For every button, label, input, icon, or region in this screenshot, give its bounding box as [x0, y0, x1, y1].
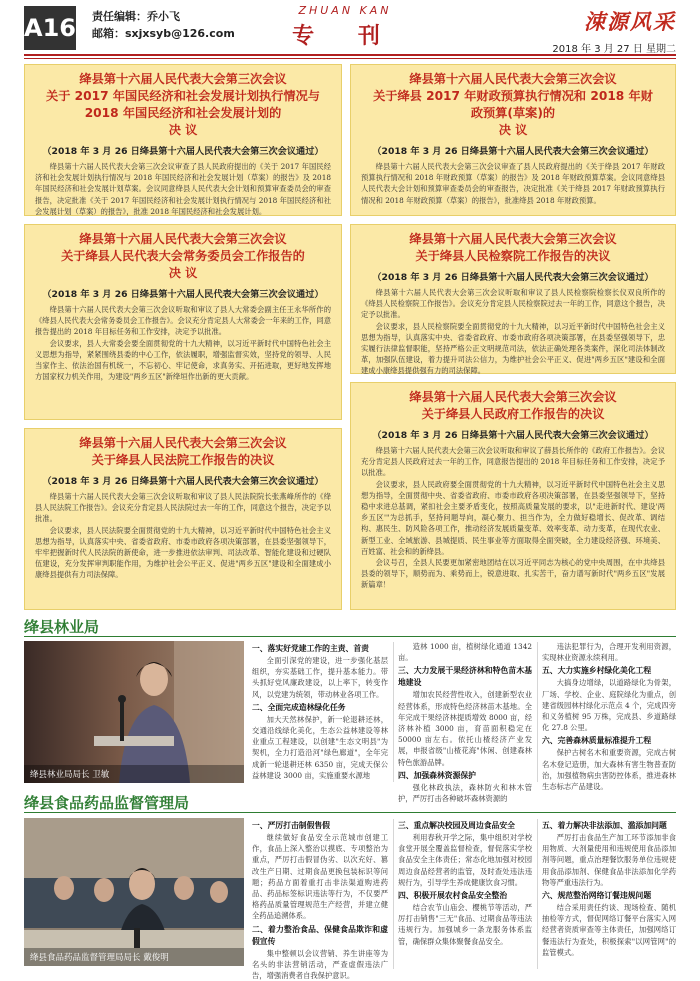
item-heading: 二、全面完成造林绿化任务	[252, 702, 346, 712]
title-line: 关于 2017 年国民经济和社会发展计划执行情况与	[46, 89, 320, 103]
title-line: 绛县第十六届人民代表大会第三次会议	[409, 232, 617, 246]
food-drug-col-1	[252, 818, 388, 981]
resolution-body: 绛县第十六届人民代表大会第三次会议听取和审议了县人民检察院检察长仪双良所作的《绛县人民检察院工作报告》。会议充分肯定县人民检察院过去一年的工作，同意这个报告，决定予以批准。	[361, 288, 665, 320]
resolution-budget	[350, 64, 676, 216]
forestry-col-2	[398, 641, 532, 804]
forestry-director-photo	[24, 641, 244, 783]
title-line: 关于绛县人民政府工作报告的决议	[421, 407, 605, 421]
item-paragraph: 结合农节山庙会、樱桃节等活动，严厉打击销售"三无"食品、过期食品等违法违规行为。加强城乡一条龙服务体系监管，确保群众集体聚餐食品安全。	[398, 903, 532, 946]
item-heading: 三、重点解决校园及周边食品安全	[398, 821, 515, 830]
masthead	[0, 0, 700, 64]
title-line: 关于绛县人民代表大会常务委员会工作报告的	[61, 249, 305, 263]
item-heading: 四、加强森林资源保护	[398, 770, 476, 780]
column-divider	[537, 642, 538, 782]
item-paragraph: 严厉打击食品生产加工环节添加非食用物质、大剂量使用和违规使用食品添加剂等问题，重点治理餐饮服务单位违规使用食品添加剂、保健食品非法添加化学药物等严重违法行为。	[542, 833, 676, 887]
issue-date: 2018 年 3 月 27 日 星期二	[552, 44, 676, 55]
column-divider	[393, 819, 394, 969]
item-paragraph: 强化林政执法，森林防火和林木管护，严厉打击各种破坏森林资源的	[398, 782, 532, 804]
title-line: 绛县第十六届人民代表大会第三次会议	[79, 436, 287, 450]
forestry-section-rule	[24, 636, 676, 637]
resolution-body: 会议要求，县人民政府要全面贯彻党的十九大精神，以习近平新时代中国特色社会主义思想为指导，全面贯彻中央、省委省政府、市委市政府各项决策部署，在县委坚强领导下，坚持稳中求进总基调，紧扣社会主要矛盾变化，按照高质量发展的要求，以"走进新时代、建设'两乡五区'"为总抓手，坚持问题导向，凝心聚力、担当作为，全力做好稳增长、促改革、调结构、惠民生、防风险各项工作，推动经济发展质量变革、效率变革、动力变革，在现代农业、新型工业、全域旅游、县城提质、民生事业等方面取得全面突破，全力建设经济强、环境美、百姓富、社会和的新绛县。	[361, 479, 665, 556]
resolution-body: 会议要求，县人民检察院要全面贯彻党的十九大精神，以习近平新时代中国特色社会主义思想为指导，认真落实中央、省委省政府、市委市政府各项决策部署，在县委坚强领导下，忠实履行法律监督职能，坚持严格公正文明规范司法，依法正确处理各类案件，深化司法体制改革，加强队伍建设，着力提升司法公信力，为维护社会公平正义、促进"两乡五区"建设和全面建成小康绛县提供强有力的司法保障。	[361, 321, 665, 376]
resolution-body: 会议号召，全县人民要更加紧密地团结在以习近平同志为核心的党中央周围，在中共绛县县委的领导下，顺势而为、乘势而上，锐意进取、扎实苦干，奋力谱写新时代"两乡五区"发展新篇章！	[361, 558, 665, 590]
resolution-body: 绛县第十六届人民代表大会第三次会议听取和审议了薛县长所作的《政府工作报告》。会议充分肯定县人民政府过去一年的工作，同意报告提出的 2018 年目标任务和工作安排，决定予以批准。	[361, 446, 665, 478]
food-drug-director-photo	[24, 818, 244, 966]
item-heading: 二、着力整治食品、保健食品欺诈和虚假宣传	[252, 924, 388, 946]
resolution-body: 绛县第十六届人民代表大会第三次会议听取和审议了县人大常委会副主任王永华所作的《绛县人民代表大会常务委员会工作报告》。会议充分肯定县人大常委会一年来的工作，同意报告提出的 2018 年目标任务和工作安排，决定予以批准。	[35, 305, 331, 337]
resolution-court	[24, 428, 342, 610]
resolution-body: 绛县第十六届人民代表大会第三次会议听取和审议了县人民法院院长张燕峰所作的《绛县人民法院工作报告》。会议充分肯定县人民法院过去一年的工作，同意这个报告，决定予以批准。	[35, 492, 331, 524]
section-pinyin: ZHUAN KAN	[298, 4, 392, 17]
item-paragraph: 结合采用责任约谈、现场检查、随机抽检等方式，督促网络订餐平台落实入网经营者资质审查等主体责任，加强网络订餐违法行为查处，积极探索"以网管网"的监管模式。	[542, 903, 676, 957]
portrait-image	[24, 641, 244, 783]
item-heading: 六、规范整治网络订餐违规问题	[542, 891, 652, 901]
resolution-subtitle: （2018 年 3 月 26 日绛县第十六届人民代表大会第三次会议通过）	[372, 430, 654, 441]
item-paragraph: 大搞身边增绿，以道路绿化为骨架，厂场、学校、企业、庭院绿化为重点，创建省级园林村绿化示范点 4 个，完成四旁和义务植树 95 万株，完成县、乡道路绿化 27.8 公里。	[542, 678, 676, 733]
section-title: 专 刊	[292, 23, 398, 49]
item-heading: 一、严厉打击制假售假	[252, 821, 330, 830]
item-paragraph: 违法犯罪行为，合理开发利用资源，实现林业资源永续利用。	[542, 642, 676, 663]
item-paragraph: 加大天然林保护，新一轮退耕还林，交通沿线绿化美化，生态公益林建设等林业重点工程建设，以创建"生态文明县"为契机，全力打造沿河"绿色廊道"，全年完成新一轮退耕还林 6350 亩，完成天保公益林建设 3000 亩，实施重要水源地	[252, 714, 388, 780]
resolution-body: 绛县第十六届人民代表大会第三次会议审查了县人民政府提出的《关于绛县 2017 年财政预算执行情况和 2018 年财政预算（草案）的报告》及 2018 年财政预算草案。会议同意绛县人民代表大会计划和预算审查委员会的审查报告，决定批准《关于绛县 2017 年财政预算执行情况和 2018 年财政预算（草案）的报告》，批准绛县 2018 年财政预算。	[361, 162, 665, 205]
title-line: 决 议	[498, 123, 528, 137]
item-paragraph: 全面引深党的建设，进一步强化基层组织，夯实基础工作，提升基本能力。带头抓好党风廉政建设，以上率下，转变作风，以党建为统领，带动林业各项工作。	[252, 656, 388, 699]
item-paragraph: 集中整顿以会议营销、养生讲座等为名头的非法营销活动，严查虚假违法广告，增强消费者自我保护意识。	[252, 948, 388, 981]
resolution-title	[35, 231, 331, 282]
resolution-subtitle: （2018 年 3 月 26 日绛县第十六届人民代表大会第三次会议通过）	[372, 272, 654, 283]
item-paragraph: 继续做好食品安全示范城市创建工作，食品上深入整治以摸底、专项整治为重点，严厉打击假冒伪劣、以次充好、篡改生产日期、过期食品更换包装标识等问题；药品方面着重打击非法渠道购进药品、药品标签标识违法等行为，不仅要严格药品质量管理规范生产经营，并建立健全药品追溯体系。	[252, 833, 388, 921]
title-line: 绛县第十六届人民代表大会第三次会议	[409, 390, 617, 404]
item-heading: 三、大力发展干果经济林和特色苗木基地建设	[398, 666, 532, 688]
resolution-body: 会议要求，县人大常委会要全面贯彻党的十九大精神，以习近平新时代中国特色社会主义思想为指导，紧紧围绕县委的中心工作，依法履职，增强监督实效，坚持党的领导、人民当家作主、依法治国有机统一，不忘初心、牢记使命，求真务实、开拓进取，更好地发挥地方国家权力机关作用，为建设"两乡五区"新绛垣作出新的更大贡献。	[35, 338, 331, 382]
resolution-subtitle: （2018 年 3 月 26 日绛县第十六届人民代表大会第三次会议通过）	[42, 289, 324, 300]
forestry-photo-caption: 绛县林业局局长 卫敏	[24, 765, 244, 783]
item-paragraph: 增加农民经营性收入，创建新型农业经营体系，形成特色经济林苗木基地。全年完成干果经济林提质增效 8000 亩，经济林补植 3000 亩，育苗面积稳定在 50000 亩左右。依托山楂经济产业发展，申报省级"山楂花海"休闲、创建森林特色旅游品牌。	[398, 690, 532, 767]
item-paragraph: 造林 1000 亩，植树绿化通道 1342 亩。	[398, 642, 532, 663]
masthead-rule-thin	[24, 58, 676, 59]
food-drug-photo-caption: 绛县食品药品监督管理局局长 戴俊明	[24, 948, 244, 966]
resolution-subtitle: （2018 年 3 月 26 日绛县第十六届人民代表大会第三次会议通过）	[372, 146, 654, 157]
title-line: 决 议	[168, 123, 198, 137]
column-brand: 涑源风采	[584, 9, 676, 34]
item-heading: 四、积极开展农村食品安全整治	[398, 891, 508, 901]
forestry-section-title: 绛县林业局	[24, 618, 100, 636]
editor-info	[92, 8, 235, 42]
email-line: 邮箱：sxjxsyb@126.com	[92, 27, 235, 40]
column-divider	[393, 642, 394, 782]
item-paragraph: 利用春秋开学之际，集中组织对学校食堂开展全覆盖监督检查，督促落实学校食品安全主体责任；常态化地加强对校园周边食品经营者的监管，及时查处违法违规行为，引导学生养成健康饮食习惯。	[398, 833, 532, 887]
title-line: 2018 年国民经济和社会发展计划的	[84, 106, 282, 120]
food-drug-section-title: 绛县食品药品监督管理局	[24, 794, 190, 812]
resolution-subtitle: （2018 年 3 月 26 日绛县第十六届人民代表大会第三次会议通过）	[42, 146, 324, 157]
title-line: 关于绛县 2017 年财政预算执行情况和 2018 年财	[373, 89, 653, 103]
food-drug-section-rule	[24, 812, 676, 813]
forestry-col-1	[252, 641, 388, 783]
food-drug-col-3	[542, 818, 676, 970]
resolution-title	[361, 231, 665, 265]
portrait-image	[24, 818, 244, 966]
title-line: 关于绛县人民法院工作报告的决议	[91, 453, 275, 467]
item-paragraph: 保护古树名木和重要资源，完成古树名木登记造册，加大森林有害生物普查防治，加强植物病虫害防控体系，推进森林生态标志产品建设。	[542, 748, 676, 792]
column-divider	[537, 819, 538, 969]
item-heading: 五、着力解决非法添加、滥添加问题	[542, 821, 667, 830]
title-line: 决 议	[168, 266, 198, 280]
food-drug-col-2	[398, 818, 532, 970]
resolution-body: 会议要求，县人民法院要全面贯彻党的十九大精神，以习近平新时代中国特色社会主义思想为指导，认真落实中央、省委省政府、市委市政府各项决策部署，在县委坚强领导下，牢牢把握新时代人民法院的新使命，进一步推进依法审判、司法改革、智能化建设和过硬队伍建设，充分发挥审判职能作用，为维护社会公平正义、促进"两乡五区"建设和全面建成小康绛县提供有力司法保障。	[35, 525, 331, 580]
item-heading: 五、大力实施乡村绿化美化工程	[542, 666, 652, 676]
resolution-economic-plan	[24, 64, 342, 216]
resolution-government	[350, 382, 676, 610]
title-line: 绛县第十六届人民代表大会第三次会议	[79, 72, 287, 86]
item-heading: 六、完善森林质量标准提升工程	[542, 736, 652, 746]
resolution-subtitle: （2018 年 3 月 26 日绛县第十六届人民代表大会第三次会议通过）	[42, 476, 324, 487]
page-number: A16	[24, 6, 76, 50]
resolution-title	[35, 435, 331, 469]
title-line: 绛县第十六届人民代表大会第三次会议	[409, 72, 617, 86]
title-line: 关于绛县人民检察院工作报告的决议	[415, 249, 611, 263]
resolution-procuratorate	[350, 224, 676, 374]
editor-line: 责任编辑：乔小飞	[92, 10, 180, 23]
section-label	[270, 4, 420, 50]
resolution-body: 绛县第十六届人民代表大会第三次会议审查了县人民政府提出的《关于 2017 年国民经济和社会发展计划执行情况与 2018 年国民经济和社会发展计划（草案）的报告》及 2018 年国民经济和社会发展计划草案。会议同意绛县人民代表大会计划和预算审查委员会的审查报告，决定批准《关于 2017 年国民经济和社会发展计划执行情况与 2018 年国民经济和社会发展计划（草案）的报告》，批准 2018 年国民经济和社会发展计划。	[35, 162, 331, 216]
forestry-col-3	[542, 641, 676, 792]
masthead-right	[552, 6, 676, 55]
masthead-rule	[24, 54, 676, 56]
title-line: 绛县第十六届人民代表大会第三次会议	[79, 232, 287, 246]
resolution-standing-committee	[24, 224, 342, 420]
resolution-title	[361, 389, 665, 423]
title-line: 政预算(草案)的	[470, 106, 556, 120]
resolution-title	[361, 71, 665, 139]
resolution-title	[35, 71, 331, 139]
item-heading: 一、落实好党建工作的主责、首责	[252, 644, 369, 653]
